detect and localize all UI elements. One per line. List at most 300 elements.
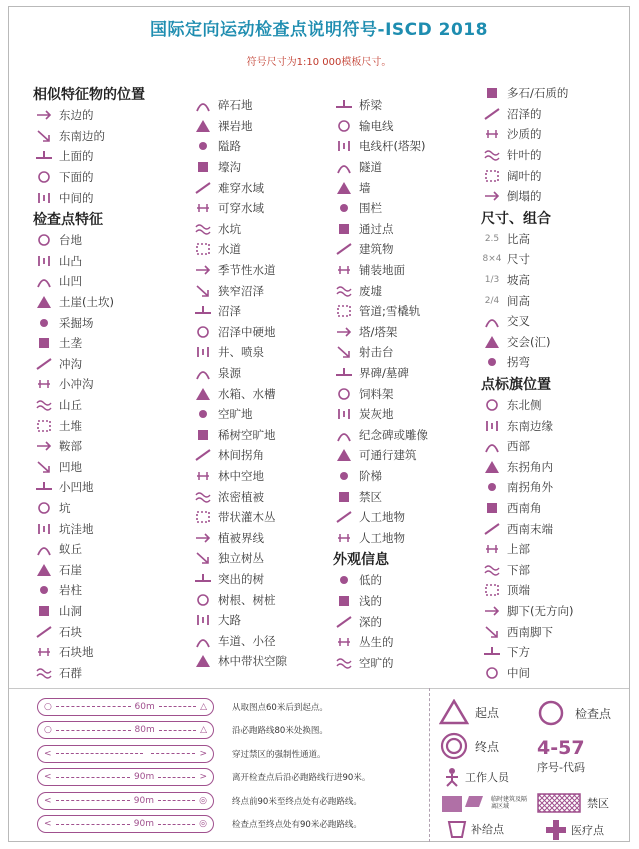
symbol-item-label: 人工地物 [359,510,405,525]
route-distance: 90m [134,772,155,783]
column-2 [192,83,287,672]
symbol-item-label: 中间 [507,665,530,680]
number-example: 4-57 [537,737,585,759]
symbol-item [481,395,573,416]
symbol-item-icon [333,446,355,464]
symbol-item-icon [333,613,355,631]
symbol-item [192,569,287,590]
route-dashes [159,706,196,707]
symbol-item [481,580,573,601]
symbol-item [192,198,287,219]
symbol-item-icon [481,105,503,123]
symbol-item-label: 塔/塔架 [359,324,398,339]
symbol-item [33,187,145,208]
symbol-item-label: 墙 [359,180,371,195]
symbol-item [192,280,287,301]
combination-icon [481,312,503,330]
symbol-item-label: 车道、小径 [218,633,276,648]
route-distance: 80m [134,725,155,736]
symbol-item-icon [333,508,355,526]
section-heading-appearance: 外观信息 [333,552,389,569]
symbol-item-icon [192,405,214,423]
symbol-item-icon [33,478,55,496]
symbol-item-label: 沙质的 [507,127,542,142]
symbol-item-icon [33,252,55,270]
symbol-item [192,527,287,548]
symbol-item [481,104,573,125]
symbol-item [333,445,428,466]
temp-construction-symbol [441,793,529,813]
symbol-item [192,383,287,404]
temp-construction-label: 临时建筑及隔离区域 [491,796,528,810]
route-row [37,789,427,813]
symbol-item-label: 浓密植被 [218,489,264,504]
symbol-item-icon [33,499,55,517]
symbol-item [333,527,428,548]
symbol-item-icon [481,581,503,599]
symbol-item-icon [333,426,355,444]
symbol-item [33,642,145,663]
symbol-item [192,136,287,157]
symbol-item-icon [33,147,55,165]
number-code [537,737,585,775]
route-dashes [158,800,195,801]
symbol-item-label: 东北侧 [507,398,542,413]
symbol-item-label: 下面的 [59,170,94,185]
symbol-item-icon [481,520,503,538]
symbol-item-icon [333,179,355,197]
symbol-item-label: 下方 [507,645,530,660]
route-symbol [37,815,214,833]
symbol-item [333,116,428,137]
symbol-item-label: 凹地 [59,459,82,474]
symbol-item-icon [33,458,55,476]
route-end-icon: ◎ [199,795,207,806]
route-row [37,695,427,719]
symbol-item-label: 石块地 [59,645,94,660]
symbol-item [33,292,145,313]
route-row [37,813,427,837]
symbol-item [33,601,145,622]
symbol-item-label: 碎石地 [218,98,253,113]
column-3 [333,83,428,673]
symbol-item [481,186,573,207]
route-distance: 60m [134,701,155,712]
symbol-item-label: 输电线 [359,118,394,133]
dimension-item [481,229,573,250]
route-description: 终点前90米至终点处有必跑路线。 [232,796,362,807]
symbol-item-label: 泉源 [218,366,241,381]
symbol-item [192,404,287,425]
symbol-item-icon [481,458,503,476]
symbol-item [192,219,287,240]
symbol-item [192,589,287,610]
symbol-item-icon [192,611,214,629]
symbol-item-label: 空旷地 [218,407,253,422]
symbol-item-icon [481,602,503,620]
symbol-item [33,333,145,354]
symbol-item-label: 沼泽中硬地 [218,324,276,339]
symbol-item-icon [192,158,214,176]
symbol-item [333,652,428,673]
symbol-item-icon [333,261,355,279]
symbol-item [333,591,428,612]
symbol-item-icon [192,323,214,341]
symbol-item-label: 坑 [59,500,71,515]
start-triangle-icon [439,699,469,725]
route-symbol [37,768,214,786]
symbol-item [192,95,287,116]
dimension-mark: 2/4 [484,295,500,306]
symbol-item-label: 南拐角外 [507,480,553,495]
person-icon [443,767,461,787]
symbol-item-icon [333,571,355,589]
symbol-item-label: 中间的 [59,190,94,205]
symbol-item-icon [192,261,214,279]
symbol-item-label: 西南脚下 [507,624,553,639]
dimension-mark: 1/3 [484,275,500,286]
route-description: 离开检查点后沿必跑路线行进90米。 [232,773,371,784]
route-dashes [159,730,196,731]
dimension-item [481,290,573,311]
symbol-item-label: 水箱、水槽 [218,386,276,401]
symbol-item-icon [192,220,214,238]
symbol-item [481,559,573,580]
symbol-item-icon [481,84,503,102]
symbol-item-label: 建筑物 [359,242,394,257]
symbol-item-icon [192,364,214,382]
symbol-item [33,580,145,601]
symbol-item-icon [481,540,503,558]
symbol-item [33,167,145,188]
forbidden-symbol [537,793,609,813]
symbol-item-label: 采掘场 [59,315,94,330]
symbol-item [333,383,428,404]
route-symbol [37,721,214,739]
symbol-item [333,466,428,487]
dimension-label: 拐弯 [507,355,530,370]
symbol-item-label: 山洞 [59,603,82,618]
symbol-item [33,230,145,251]
route-start-icon: < [44,748,52,759]
symbol-item-label: 水道 [218,242,241,257]
route-start-icon: ○ [44,701,52,712]
symbol-item-icon [333,633,355,651]
symbol-item-icon [33,375,55,393]
symbol-item-icon [333,385,355,403]
symbol-item-label: 阔叶的 [507,168,542,183]
symbol-item-label: 人工地物 [359,530,405,545]
symbol-item-icon [33,602,55,620]
symbol-item [333,301,428,322]
combination-icon [481,333,503,351]
symbol-item-icon [33,314,55,332]
dimension-label: 交会(汇) [507,334,551,349]
symbol-item [333,260,428,281]
vertical-divider [429,688,430,842]
column-4 [481,83,573,683]
symbol-item-label: 裸岩地 [218,118,253,133]
finish-symbol [439,731,499,761]
symbol-item [192,425,287,446]
symbol-item [333,404,428,425]
symbol-item-icon [481,396,503,414]
symbol-item-label: 射击台 [359,345,394,360]
symbol-item [333,198,428,219]
symbol-item-label: 土堆 [59,418,82,433]
symbol-item [481,498,573,519]
symbol-item-label: 西部 [507,439,530,454]
symbol-item-label: 可通行建筑 [359,448,417,463]
symbol-item-label: 小冲沟 [59,377,94,392]
symbol-item [481,124,573,145]
symbol-item-icon [192,529,214,547]
section-heading-flag-position: 点标旗位置 [481,376,551,393]
symbol-item [33,146,145,167]
symbol-item [192,363,287,384]
symbol-item-icon [33,355,55,373]
symbol-item-label: 下部 [507,562,530,577]
dimension-label: 坡高 [507,273,530,288]
symbol-item [192,651,287,672]
symbol-item-icon [481,167,503,185]
symbol-item [33,354,145,375]
symbol-item-label: 深的 [359,614,382,629]
symbol-item-label: 可穿水域 [218,201,264,216]
symbol-item-label: 冲沟 [59,356,82,371]
symbol-item [33,105,145,126]
symbol-item [33,477,145,498]
symbol-item-icon [481,125,503,143]
symbol-item-label: 林中带状空隙 [218,654,287,669]
refresh-symbol [447,819,504,839]
symbol-item-label: 东边的 [59,108,94,123]
section-divider [9,688,629,689]
route-description: 从取图点60米后到起点。 [232,702,328,713]
dimension-item [481,332,573,353]
symbol-item-icon [192,508,214,526]
symbol-item-icon [333,467,355,485]
forbidden-label: 禁区 [587,797,609,810]
symbol-item-label: 桥梁 [359,98,382,113]
symbol-item-label: 台地 [59,233,82,248]
symbol-item-label: 井、喷泉 [218,345,264,360]
forbidden-area-icon [537,793,581,813]
symbol-item [333,280,428,301]
dimension-item [481,311,573,332]
dimension-label: 交叉 [507,314,530,329]
symbol-item-label: 阶梯 [359,468,382,483]
symbol-item-icon [333,529,355,547]
symbol-item [192,610,287,631]
symbol-item-label: 上面的 [59,149,94,164]
route-start-icon: < [44,772,52,783]
symbol-item-label: 带状灌木丛 [218,510,276,525]
route-distance: 90m [133,819,155,830]
symbol-item [333,611,428,632]
route-description: 沿必跑路线80米处换图。 [232,726,328,737]
symbol-item [481,83,573,104]
symbol-item-label: 稀树空旷地 [218,427,276,442]
symbol-item-icon [33,581,55,599]
route-dashes [56,824,130,825]
symbol-item-label: 饲料架 [359,386,394,401]
symbol-item-icon [481,478,503,496]
symbol-item-label: 土垄 [59,336,82,351]
symbol-item-icon [333,364,355,382]
symbol-item-label: 水坑 [218,221,241,236]
symbol-item [192,157,287,178]
section-heading-dimensions: 尺寸、组合 [481,210,551,227]
symbol-item [33,415,145,436]
symbol-item [333,239,428,260]
symbol-item-icon [33,106,55,124]
symbol-item [33,518,145,539]
symbol-item-icon [33,664,55,682]
refresh-label: 补给点 [471,823,504,836]
control-label: 检查点 [575,706,612,721]
symbol-item-label: 植被界线 [218,530,264,545]
symbol-item [33,457,145,478]
symbol-item-label: 界碑/墓碑 [359,366,409,381]
symbol-item-icon [481,146,503,164]
symbol-item [481,518,573,539]
symbol-item-icon [33,417,55,435]
symbol-item-icon [33,293,55,311]
symbol-item-icon [192,343,214,361]
symbol-item-icon [192,96,214,114]
symbol-item-label: 石群 [59,665,82,680]
official-label: 工作人员 [465,771,509,784]
symbol-item-label: 山丘 [59,398,82,413]
symbol-item-icon [333,96,355,114]
column-1 [33,83,145,683]
symbol-item-label: 山凸 [59,253,82,268]
symbol-item-icon [192,385,214,403]
symbol-item-icon [333,199,355,217]
symbol-item-label: 石块 [59,624,82,639]
dimension-item [481,352,573,373]
symbol-item [192,548,287,569]
symbol-item [333,632,428,653]
symbol-item [333,322,428,343]
symbol-item-label: 壕沟 [218,160,241,175]
symbol-item-label: 顶端 [507,583,530,598]
route-description: 穿过禁区的强制性通道。 [232,749,326,760]
symbol-item [192,342,287,363]
symbol-item-label: 坑洼地 [59,521,94,536]
symbol-item-label: 隧道 [359,160,382,175]
symbol-item-icon [192,282,214,300]
symbol-item-icon [33,437,55,455]
finish-double-circle-icon [439,731,469,761]
symbol-item-label: 树根、树桩 [218,592,276,607]
symbol-item-icon [192,488,214,506]
dimension-label: 尺寸 [507,252,530,267]
route-dashes [56,753,144,754]
symbol-item-label: 隘路 [218,139,241,154]
route-distance: 90m [133,795,155,806]
symbol-item-label: 倒塌的 [507,189,542,204]
start-symbol [439,699,499,725]
dimension-mark: 8×4 [482,254,502,265]
dimension-item [481,270,573,291]
symbol-item-icon [192,179,214,197]
symbol-item-icon [192,302,214,320]
symbol-item-label: 土崖(土坎) [59,295,114,310]
symbol-item [192,116,287,137]
route-symbol [37,698,214,716]
symbol-item-label: 浅的 [359,593,382,608]
symbol-item-icon [33,231,55,249]
temp-construction-icon [441,793,489,813]
symbol-item-icon [333,592,355,610]
symbol-item-icon [333,323,355,341]
symbol-item-label: 脚下(无方向) [507,603,574,618]
dimension-item [481,249,573,270]
symbol-item-icon [192,446,214,464]
symbol-item [192,486,287,507]
symbol-item [33,662,145,683]
symbol-item-icon [33,561,55,579]
symbol-item-label: 独立树丛 [218,551,264,566]
symbol-item-label: 岩柱 [59,583,82,598]
symbol-item-label: 西南末端 [507,521,553,536]
symbol-item [33,621,145,642]
control-circle-icon [537,699,565,727]
symbol-item [33,559,145,580]
symbol-item-icon [192,117,214,135]
combination-icon [481,353,503,371]
symbol-item-icon [33,168,55,186]
symbol-item-label: 多石/石质的 [507,86,569,101]
symbol-item-label: 炭灰地 [359,407,394,422]
symbol-item-label: 狭窄沼泽 [218,283,264,298]
dimension-label: 间高 [507,293,530,308]
symbol-item-icon [333,137,355,155]
symbol-item-icon [481,664,503,682]
symbol-item-icon [192,467,214,485]
cup-icon [447,819,467,839]
symbol-item-icon [333,343,355,361]
route-end-icon: △ [200,725,207,736]
route-row [37,742,427,766]
symbol-item [333,363,428,384]
symbol-item [33,271,145,292]
symbol-item-icon [481,561,503,579]
symbol-item [192,322,287,343]
symbol-item-label: 难穿水域 [218,180,264,195]
symbol-item-icon [333,654,355,672]
symbol-item-label: 大路 [218,613,241,628]
symbol-item-icon [333,240,355,258]
symbol-item-label: 石崖 [59,562,82,577]
symbol-item-label: 林中空地 [218,468,264,483]
symbol-item-label: 沼泽的 [507,106,542,121]
symbol-item-icon [33,643,55,661]
symbol-item [33,374,145,395]
symbol-item [333,486,428,507]
route-start-icon: ○ [44,725,52,736]
page-title: 国际定向运动检查点说明符号-ISCD 2018 [150,20,488,40]
symbol-item [192,177,287,198]
route-end-icon: △ [200,701,207,712]
route-row [37,766,427,790]
route-dashes [56,730,131,731]
route-dashes [158,777,195,778]
dimension-mark: 2.5 [484,233,500,244]
symbol-item [333,570,428,591]
